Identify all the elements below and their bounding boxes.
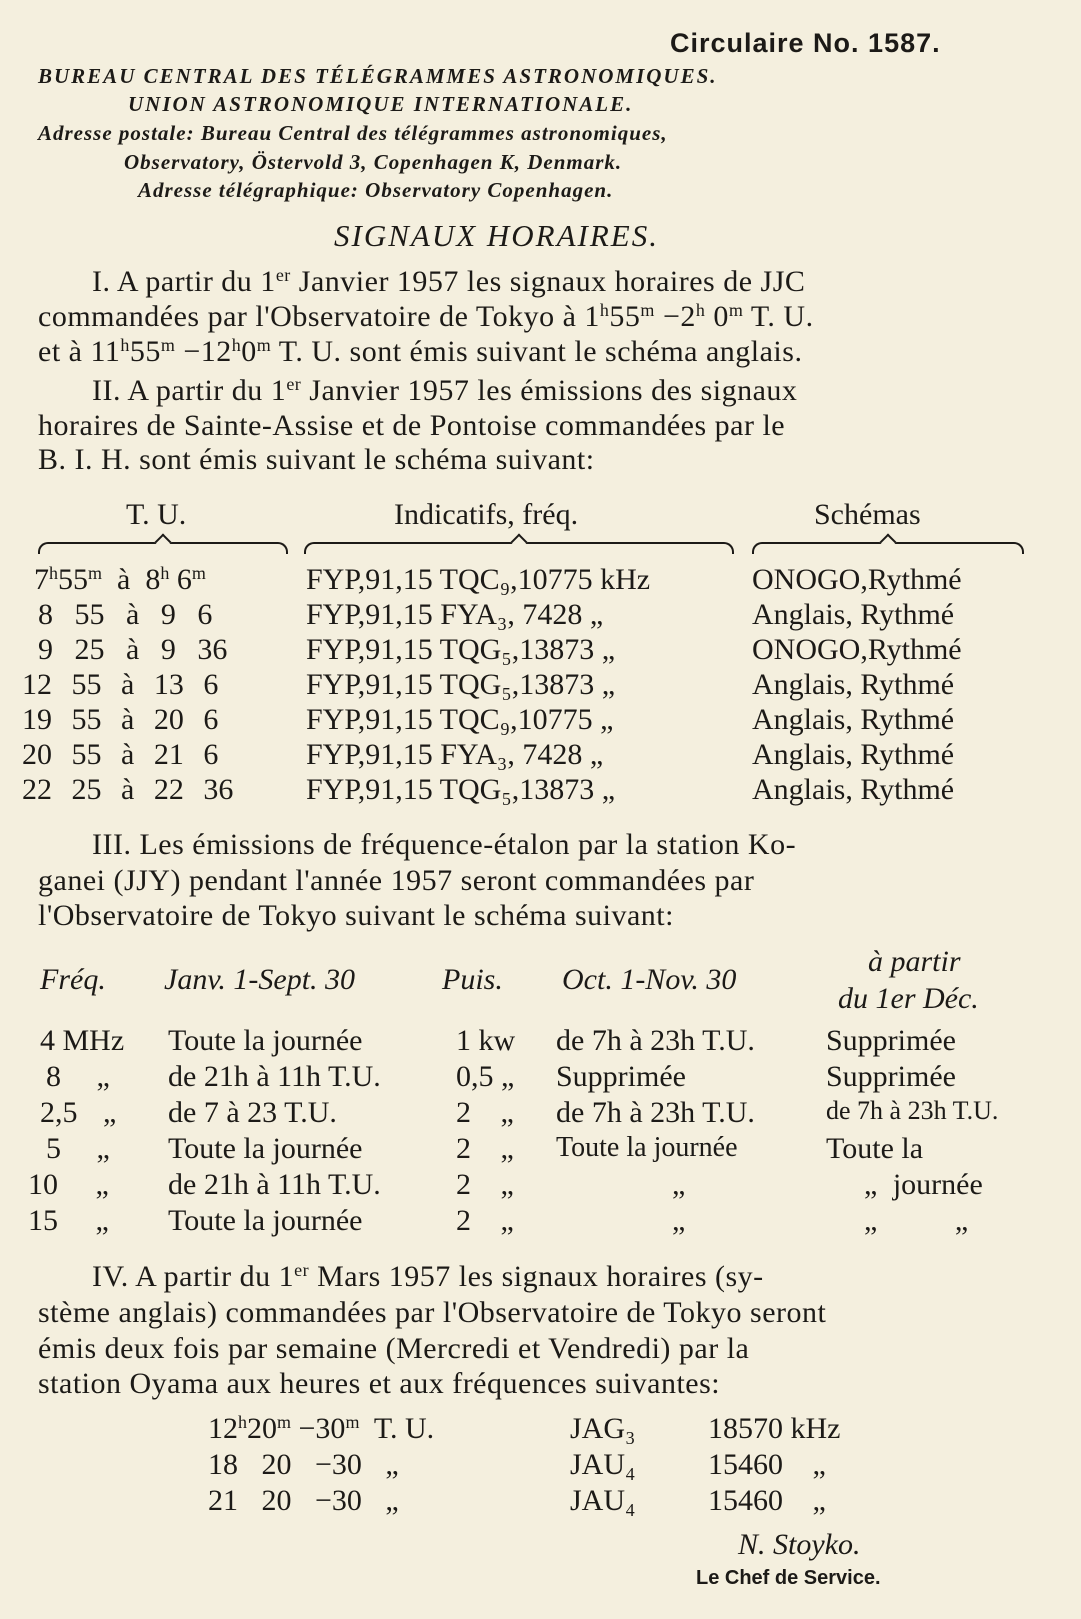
table2-cell-period3: „ „ (864, 1204, 969, 1237)
table1-brace-indicatifs (304, 542, 734, 554)
table1-cell-indicatif: FYP,91,15 FYA₃, 7428 „ (306, 598, 604, 631)
postal-address: Adresse postale: Bureau Central des télégrammes astronomiques, (38, 121, 668, 145)
table1-header-schemas: Schémas (814, 498, 921, 531)
section-3-line-3: l'Observatoire de Tokyo suivant le schéma suivant: (38, 899, 674, 932)
section-2-line-2: horaires de Sainte-Assise et de Pontoise commandées par le (38, 409, 786, 442)
table1-brace-schemas (752, 542, 1024, 554)
table2-cell-power: 2 „ (456, 1096, 514, 1129)
table3-cell-station: JAU₄ (570, 1484, 636, 1517)
page-title: SIGNAUX HORAIRES. (334, 218, 659, 253)
table2-cell-period3: Supprimée (826, 1024, 956, 1057)
table1-cell-schema: Anglais, Rythmé (752, 738, 955, 771)
bureau-header: BUREAU CENTRAL DES TÉLÉGRAMMES ASTRONOMIQUES. (38, 64, 718, 88)
table1-cell-indicatif: FYP,91,15 TQC₉,10775 „ (306, 703, 614, 736)
table2-cell-period2: de 7h à 23h T.U. (556, 1024, 755, 1057)
table1-cell-schema: Anglais, Rythmé (752, 668, 955, 701)
table2-header-period2: Oct. 1-Nov. 30 (562, 963, 737, 996)
table1-cell-indicatif: FYP,91,15 FYA₃, 7428 „ (306, 738, 604, 771)
table2-cell-power: 1 kw (456, 1024, 516, 1057)
table2-cell-period1: de 21h à 11h T.U. (168, 1060, 381, 1093)
table2-cell-period1: de 7 à 23 T.U. (168, 1096, 337, 1129)
signature-name: N. Stoyko. (738, 1528, 861, 1561)
section-4-line-1: IV. A partir du 1er Mars 1957 les signaux horaires (sy- (92, 1260, 764, 1293)
table2-cell-period3: Supprimée (826, 1060, 956, 1093)
section-1-line-2: commandées par l'Observatoire de Tokyo à $1^h55^m -2^h$ 0$^m$ T. U. (38, 300, 814, 333)
table3-cell-station: JAU₄ (570, 1448, 636, 1481)
table2-cell-period2: „ (672, 1168, 686, 1201)
telegraphic-address: Adresse télégraphique: Observatory Copenhagen. (138, 178, 614, 202)
table2-cell-power: 2 „ (456, 1204, 514, 1237)
table2-cell-freq: 4 MHz (40, 1024, 125, 1057)
table2-header-period1: Janv. 1-Sept. 30 (164, 963, 356, 996)
table1-cell-indicatif: FYP,91,15 TQG₅,13873 „ (306, 668, 616, 701)
table3-cell-freq: 18570 kHz (708, 1412, 841, 1445)
section-1-line-3: et à $11^h55^m -12^h0^m$ T. U. sont émis suivant le schéma anglais. (38, 335, 803, 368)
postal-address-line2: Observatory, Östervold 3, Copenhagen K, Denmark. (124, 150, 623, 174)
table2-header-power: Puis. (442, 963, 503, 996)
table1-cell-schema: Anglais, Rythmé (752, 598, 955, 631)
union-header: UNION ASTRONOMIQUE INTERNATIONALE. (128, 92, 634, 116)
table2-cell-period2: Supprimée (556, 1060, 686, 1093)
section-4-line-2: stème anglais) commandées par l'Observatoire de Tokyo seront (38, 1296, 827, 1329)
table2-cell-freq: 5 „ (46, 1132, 110, 1165)
table2-cell-freq: 8 „ (46, 1060, 110, 1093)
section-4-line-4: station Oyama aux heures et aux fréquences suivantes: (38, 1367, 721, 1400)
table2-cell-period1: Toute la journée (168, 1204, 363, 1237)
section-3-line-1: III. Les émissions de fréquence-étalon par la station Ko- (92, 828, 797, 861)
table3-cell-time: 21 20 −30 „ (208, 1484, 399, 1517)
table2-cell-period1: Toute la journée (168, 1024, 363, 1057)
table2-cell-period3: Toute la (826, 1132, 924, 1165)
table1-cell-schema: Anglais, Rythmé (752, 773, 955, 806)
table1-cell-indicatif: FYP,91,15 TQG₅,13873 „ (306, 773, 616, 806)
table1-cell-tu: 12 55 à 13 6 (22, 668, 219, 701)
table2-header-period3-b: du 1er Déc. (838, 982, 979, 1015)
table1-header-tu: T. U. (126, 498, 187, 531)
table2-cell-freq: 15 „ (28, 1204, 109, 1237)
section-2-line-3: B. I. H. sont émis suivant le schéma suivant: (38, 443, 595, 476)
table2-cell-power: 2 „ (456, 1168, 514, 1201)
table3-cell-time: 18 20 −30 „ (208, 1448, 399, 1481)
section-3-line-2: ganei (JJY) pendant l'année 1957 seront commandées par (38, 864, 755, 897)
table1-cell-indicatif: FYP,91,15 TQC₉,10775 kHz (306, 563, 651, 596)
section-1-line-1: I. A partir du 1er Janvier 1957 les signaux horaires de JJC (92, 265, 806, 298)
table1-cell-tu: 9 25 à 9 36 (38, 633, 228, 666)
table3-cell-station: JAG₃ (570, 1412, 636, 1445)
circular-number: Circulaire No. 1587. (670, 28, 941, 58)
table2-cell-period3: de 7h à 23h T.U. (826, 1096, 999, 1125)
table1-cell-schema: Anglais, Rythmé (752, 703, 955, 736)
table2-cell-period1: Toute la journée (168, 1132, 363, 1165)
table2-header-period3-a: à partir (868, 945, 961, 978)
section-2-line-1: II. A partir du 1er Janvier 1957 les émissions des signaux (92, 374, 798, 407)
table3-cell-freq: 15460 „ (708, 1448, 826, 1481)
table1-header-indicatifs: Indicatifs, fréq. (394, 498, 579, 531)
table1-cell-schema: ONOGO,Rythmé (752, 633, 962, 666)
table2-header-freq: Fréq. (40, 963, 106, 996)
table1-cell-tu: 7$^h$55$^m$ à 8$^h$ 6$^m$ (34, 563, 206, 596)
table2-cell-power: 2 „ (456, 1132, 514, 1165)
table1-cell-schema: ONOGO,Rythmé (752, 563, 962, 596)
table1-cell-tu: 19 55 à 20 6 (22, 703, 219, 736)
table2-cell-freq: 2,5 „ (40, 1096, 117, 1129)
table3-cell-time: $12^h20^m -30^m$ T. U. (208, 1412, 435, 1445)
table2-cell-period1: de 21h à 11h T.U. (168, 1168, 381, 1201)
table2-cell-period2: Toute la journée (556, 1132, 738, 1163)
table1-cell-tu: 22 25 à 22 36 (22, 773, 234, 806)
table2-cell-period2: „ (672, 1204, 686, 1237)
table1-brace-tu (38, 542, 288, 554)
signature-role: Le Chef de Service. (696, 1567, 881, 1589)
table1-cell-tu: 8 55 à 9 6 (38, 598, 213, 631)
table2-cell-power: 0,5 „ (456, 1060, 515, 1093)
table2-cell-period3: „ journée (864, 1168, 983, 1201)
table1-cell-indicatif: FYP,91,15 TQG₅,13873 „ (306, 633, 616, 666)
table1-cell-tu: 20 55 à 21 6 (22, 738, 219, 771)
section-4-line-3: émis deux fois par semaine (Mercredi et Vendredi) par la (38, 1332, 750, 1365)
table2-cell-period2: de 7h à 23h T.U. (556, 1096, 755, 1129)
table2-cell-freq: 10 „ (28, 1168, 109, 1201)
table3-cell-freq: 15460 „ (708, 1484, 826, 1517)
